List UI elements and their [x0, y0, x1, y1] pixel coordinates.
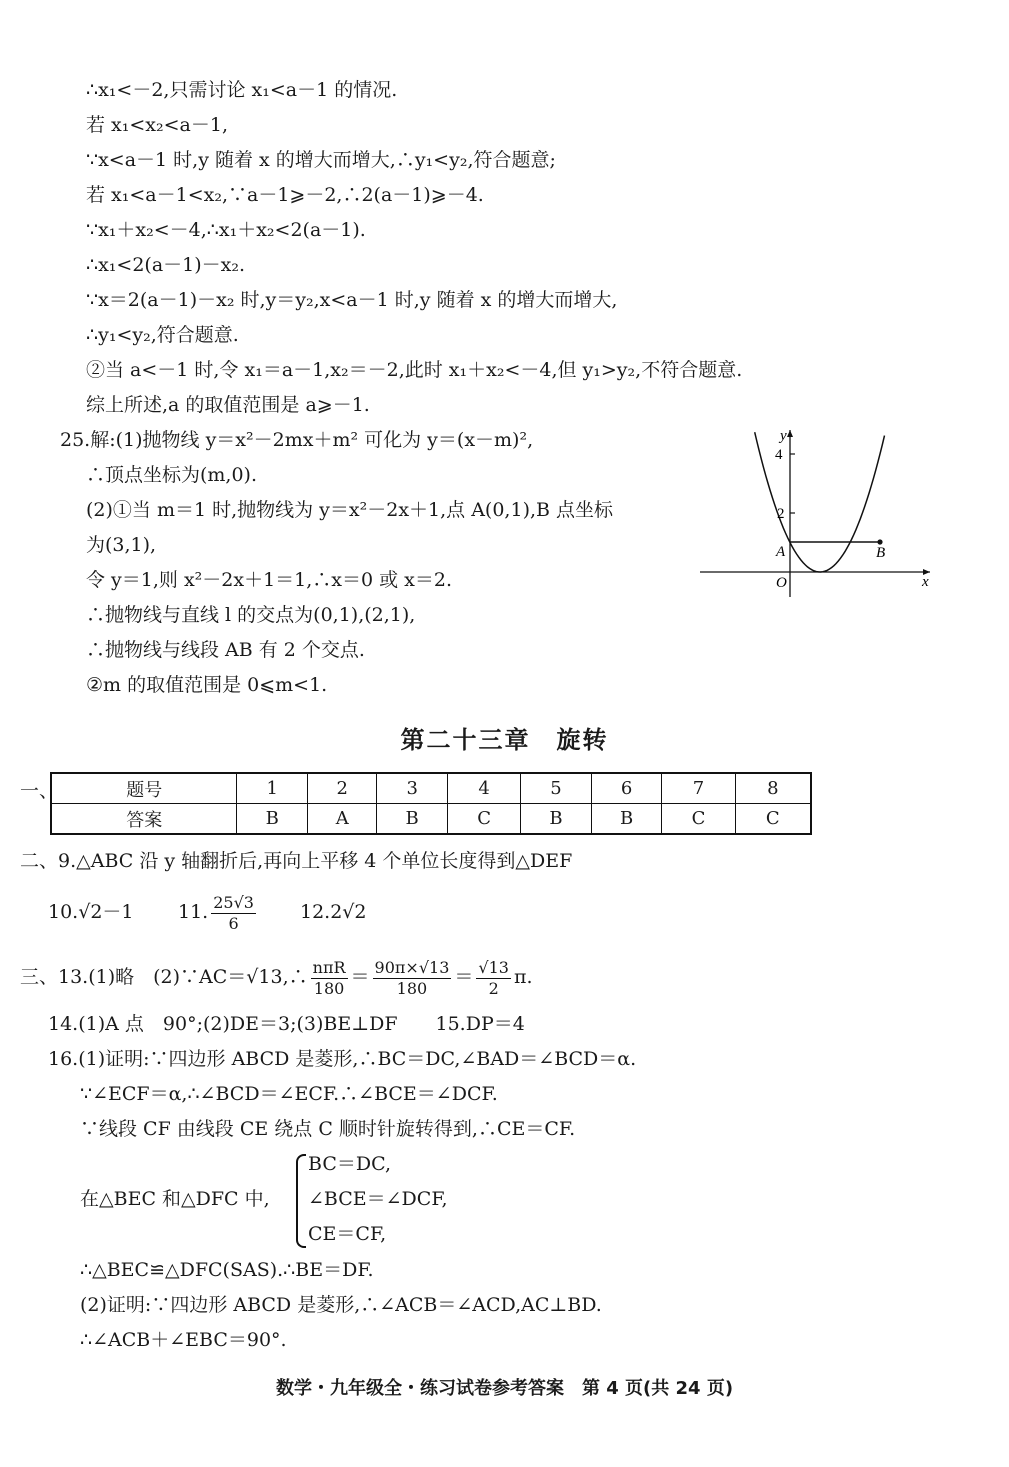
brace-line: BC＝DC, [308, 1153, 391, 1175]
numerator: 90π×√13 [374, 957, 450, 977]
text-line: ∴抛物线与直线 l 的交点为(0,1),(2,1), [86, 604, 416, 626]
question-9: 二、9.△ABC 沿 y 轴翻折后,再向上平移 4 个单位长度得到△DEF [20, 850, 573, 872]
text-line: ∵x<a－1 时,y 随着 x 的增大而增大,∴y₁<y₂,符合题意; [86, 149, 556, 171]
point-a-label: A [776, 544, 786, 560]
text-line: 若 x₁<a－1<x₂,∵a－1⩾－2,∴2(a－1)⩾－4. [86, 184, 484, 206]
text-line: ②m 的取值范围是 0⩽m<1. [86, 674, 328, 696]
table-cell: 1 [237, 773, 308, 804]
chapter-title: 第二十三章 旋转 [400, 726, 609, 754]
origin-label: O [776, 575, 787, 591]
x-axis-label: x [922, 574, 929, 590]
fraction [311, 958, 348, 999]
parabola-graph [698, 422, 938, 602]
table-cell: B [591, 804, 662, 835]
equals: ＝ [350, 966, 370, 988]
fraction [211, 893, 256, 934]
table-cell: B [521, 804, 592, 835]
text-line: (2)①当 m＝1 时,抛物线为 y＝x²－2x＋1,点 A(0,1),B 点坐标 [86, 499, 614, 521]
equals: ＝ [454, 966, 474, 988]
tick-label-2: 2 [777, 506, 785, 522]
text-line: ∴x₁<－2,只需讨论 x₁<a－1 的情况. [86, 79, 398, 101]
denominator: 2 [488, 978, 499, 998]
denominator: 180 [313, 978, 345, 998]
table-cell: 6 [591, 773, 662, 804]
table-cell: 2 [307, 773, 376, 804]
table-cell: B [237, 804, 308, 835]
text-line: ∵∠ECF＝α,∴∠BCD＝∠ECF.∴∠BCE＝∠DCF. [80, 1083, 498, 1105]
table-cell: 8 [735, 773, 811, 804]
system-brace [296, 1154, 306, 1248]
numerator: nπR [312, 957, 346, 977]
question-13 [20, 955, 532, 999]
question-25: 25.解:(1)抛物线 y＝x²－2mx＋m² 可化为 y＝(x－m)², [60, 429, 534, 451]
text-line: (2)证明:∵四边形 ABCD 是菱形,∴∠ACB＝∠ACD,AC⊥BD. [80, 1294, 602, 1316]
table-cell: B [377, 804, 448, 835]
point-b-dot [877, 539, 882, 544]
question-16: 16.(1)证明:∵四边形 ABCD 是菱形,∴BC＝DC,∠BAD＝∠BCD＝α. [48, 1048, 637, 1070]
brace-line: CE＝CF, [308, 1223, 387, 1245]
fraction [476, 958, 511, 999]
text-line: 若 x₁<x₂<a－1, [86, 114, 228, 136]
denominator: 6 [228, 913, 239, 933]
text-line: ∵线段 CF 由线段 CE 绕点 C 顺时针旋转得到,∴CE＝CF. [80, 1118, 576, 1140]
numerator: 25√3 [213, 892, 254, 912]
text-line: ∵x＝2(a－1)－x₂ 时,y＝y₂,x<a－1 时,y 随着 x 的增大而增大, [86, 289, 618, 311]
brace-line: ∠BCE＝∠DCF, [308, 1188, 448, 1210]
text-line: ∴∠ACB＋∠EBC＝90°. [80, 1329, 287, 1351]
fraction [373, 958, 452, 999]
table-cell: C [662, 804, 735, 835]
table-cell: C [447, 804, 520, 835]
table-row [51, 804, 811, 835]
table-cell: A [307, 804, 376, 835]
question-10: 10.√2－1 [48, 901, 134, 923]
point-b-label: B [876, 545, 886, 561]
section-1-label: 一、 [20, 780, 59, 802]
table-row [51, 773, 811, 804]
text-line: ∴抛物线与线段 AB 有 2 个交点. [86, 639, 365, 661]
y-axis-arrow [787, 430, 793, 437]
table-header-cell: 题号 [51, 773, 237, 804]
text-line: 综上所述,a 的取值范围是 a⩾－1. [86, 394, 370, 416]
y-axis-label: y [780, 428, 787, 444]
denominator: 180 [396, 978, 428, 998]
text-line: 令 y＝1,则 x²－2x＋1＝1,∴x＝0 或 x＝2. [86, 569, 453, 591]
question-11 [178, 890, 259, 934]
table-cell: C [735, 804, 811, 835]
table-cell: 4 [447, 773, 520, 804]
q13-suffix: π. [513, 966, 533, 988]
text-line: ∵x₁＋x₂<－4,∴x₁＋x₂<2(a－1). [86, 219, 366, 241]
table-cell: 3 [377, 773, 448, 804]
table-cell: 5 [521, 773, 592, 804]
table-header-cell: 答案 [51, 804, 237, 835]
tick-label-4: 4 [775, 447, 783, 463]
question-12: 12.2√2 [300, 901, 367, 923]
text-line: ∴y₁<y₂,符合题意. [86, 324, 239, 346]
numerator: √13 [478, 957, 509, 977]
text-line: 为(3,1), [86, 534, 157, 556]
page-footer: 数学・九年级全・练习试卷参考答案 第 4 页(共 24 页) [275, 1378, 734, 1399]
answer-table [50, 772, 812, 835]
text-line: ∴x₁<2(a－1)－x₂. [86, 254, 246, 276]
text-line: ∴顶点坐标为(m,0). [86, 464, 258, 486]
question-14-15: 14.(1)A 点 90°;(2)DE＝3;(3)BE⊥DF 15.DP＝4 [48, 1013, 525, 1035]
table-cell: 7 [662, 773, 735, 804]
text-line: ∴△BEC≌△DFC(SAS).∴BE＝DF. [80, 1259, 374, 1281]
q11-prefix: 11. [178, 901, 209, 923]
text-line: 在△BEC 和△DFC 中, [80, 1188, 270, 1210]
text-line: ②当 a<－1 时,令 x₁＝a－1,x₂＝－2,此时 x₁＋x₂<－4,但 y₁>y₂,不符合题意. [86, 359, 743, 381]
q13-prefix: 三、13.(1)略 (2)∵AC＝√13,∴ [20, 966, 308, 988]
